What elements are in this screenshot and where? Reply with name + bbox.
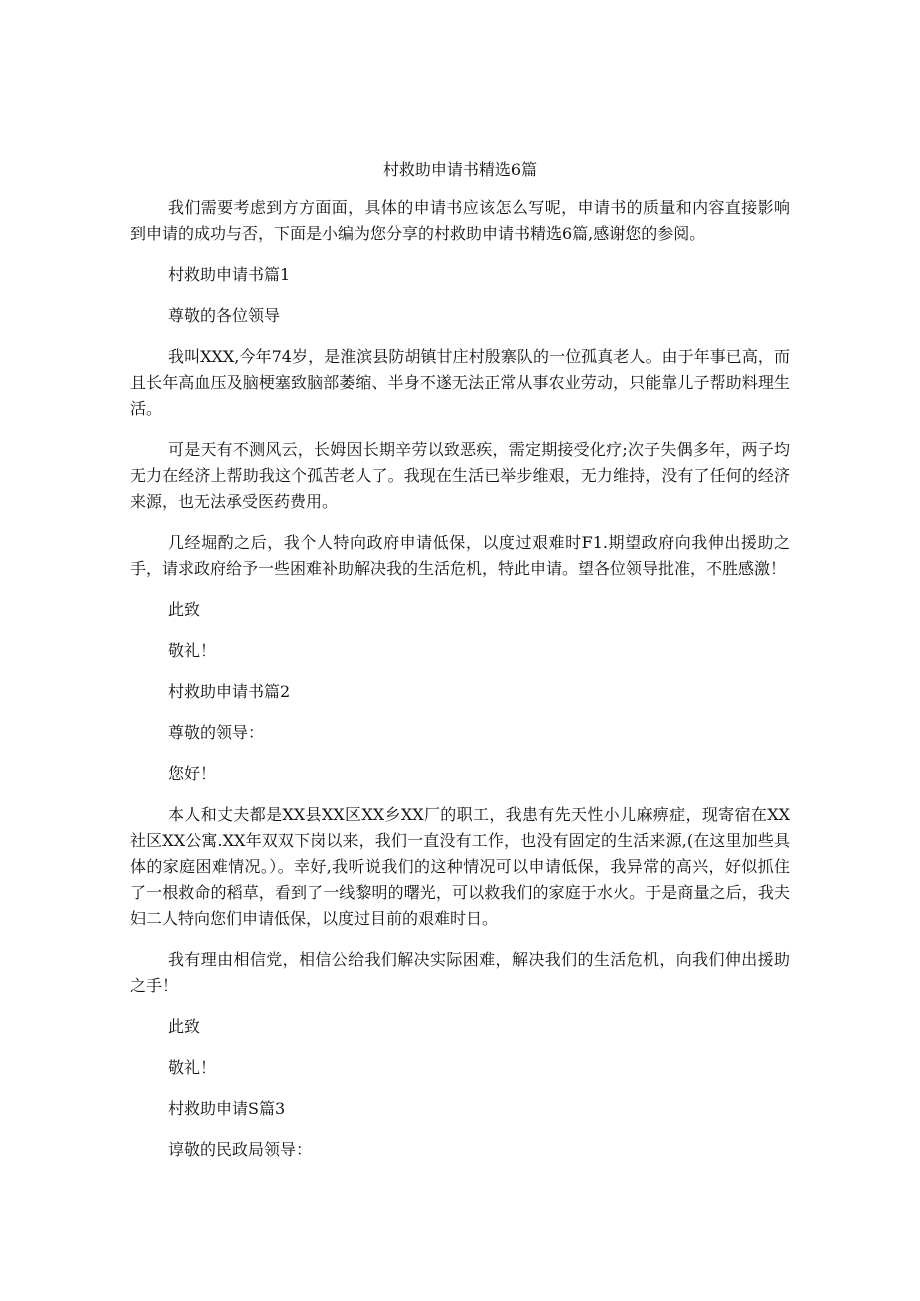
closing-line: 此致 — [168, 600, 201, 619]
closing-line: 此致 — [168, 1017, 201, 1036]
section-heading-2: 村救助申请书篇2 — [168, 682, 291, 701]
greeting: 您好！ — [168, 764, 217, 783]
closing-salute: 敬礼！ — [168, 641, 217, 660]
document-title: 村救助申请书精选6篇 — [382, 160, 538, 179]
body-paragraph: 我叫XXX,今年74岁，是淮滨县防胡镇甘庄村殷寨队的一位孤真老人。由于年事已高，而且长年高血压及脑梗塞致脑部萎缩、半身不遂无法正常从事农业劳动，只能靠儿子帮助料理生活。 — [130, 347, 790, 418]
salutation-2: 尊敬的领导： — [168, 723, 265, 742]
body-paragraph: 本人和丈夫都是XX县XX区XX乡XX厂的职工，我患有先天性小儿麻痹症，现寄宿在XX社区XX公寓.XX年双双下岗以来，我们一直没有工作，也没有固定的生活来源,(在这里加些具体的家庭困难情况。）。幸好,我听说我们的这种情况可以申请低保，我异常的高兴，好似抓住了一根救命的稻草，看到了一线黎明的曙光，可以救我们的家庭于水火。于是商量之后，我夫妇二人特向您们申请低保，以度过目前的艰难时日。 — [130, 805, 790, 928]
document-page — [130, 158, 790, 1178]
closing-salute: 敬礼！ — [168, 1058, 217, 1077]
section-heading-3: 村救助申请S篇3 — [168, 1099, 286, 1118]
body-paragraph: 我有理由相信党，相信公给我们解决实际困难，解决我们的生活危机，向我们伸出援助之手！ — [130, 950, 790, 995]
section-heading-1: 村救助申请书篇1 — [168, 265, 291, 284]
salutation-3: 谆敬的民政局领导： — [168, 1140, 313, 1159]
intro-paragraph: 我们需要考虑到方方面面，具体的申请书应该怎么写呢，申请书的质量和内容直接影响到申请的成功与否，下面是小编为您分享的村救助申请书精选6篇,感谢您的参阅。 — [130, 198, 790, 243]
salutation-1: 尊敬的各位领导 — [168, 306, 281, 325]
body-paragraph: 可是天有不测风云，长姆因长期辛劳以致恶疾，需定期接受化疗;次子失偶多年，两子均无力在经济上帮助我这个孤苦老人了。我现在生活已举步维艰，无力维持，没有了任何的经济来源，也无法承受医药费用。 — [130, 440, 790, 511]
body-paragraph: 几经堀酌之后，我个人特向政府申请低保，以度过艰难时F1.期望政府向我伸出援助之手，请求政府给予一些困难补助解决我的生活危机，特此申请。望各位领导批准，不胜感激！ — [130, 533, 790, 578]
